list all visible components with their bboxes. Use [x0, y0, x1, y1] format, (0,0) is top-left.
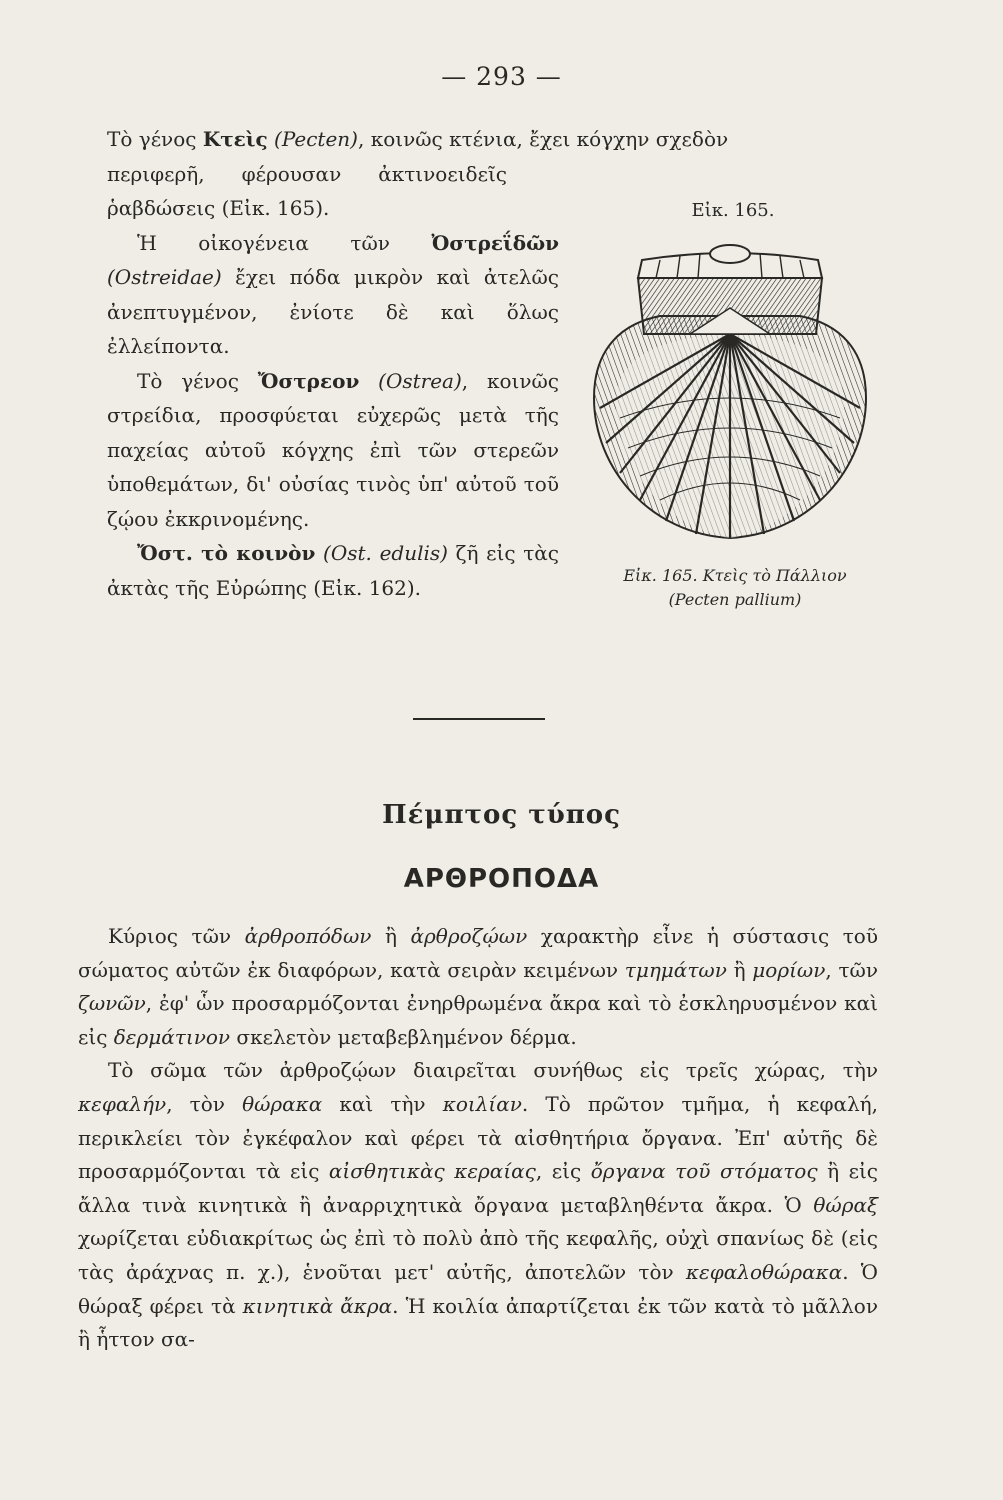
figure-label: Εἰκ. 165.: [691, 200, 775, 221]
p2-t2: , τὸν: [166, 1091, 243, 1116]
edulis-name: Ὄστ. τὸ κοινὸν: [137, 541, 316, 565]
p1-t6: , ἐφ' ὧν προσαρμόζονται ἐνηρθρωμένα ἄκρα καὶ τὸ ἐσκληρυσμένον καὶ εἰς: [78, 991, 878, 1049]
p1-i1: ἀρθροπόδων: [244, 924, 372, 948]
p2-t9: . Ἡ κοιλία ἀπαρτίζεται ἐκ τῶν κατὰ τὸ μᾶλλον ἢ ἧττον σα-: [78, 1293, 878, 1352]
section-title: Πέμπτος τύπος: [382, 800, 621, 830]
edulis-post: ζῆ εἰς τὰς ἀκτὰς τῆς Εὐρώπης (Εἰκ. 162).: [107, 541, 560, 600]
p1-t3: χαρακτὴρ εἶνε ἡ σύστασις τοῦ σώματος αὐτῶν ἐκ διαφόρων, κατὰ σειρὰν κειμένων: [78, 924, 879, 982]
p1-t5: , τῶν: [825, 957, 878, 982]
p1-i4: μορίων: [752, 957, 826, 982]
ostrea-post: , κοινῶς στρείδια, προσφύεται εὐχερῶς μετὰ τῆς παχείας αὐτοῦ κόγχης ἐπὶ τῶν στερεῶν ὑποθεμάτων, δι' οὐσίας τινὸς ὑπ' αὐτοῦ τοῦ ζῴου ἐκκρινομένης.: [107, 368, 560, 531]
p2-i3: κοιλίαν: [442, 1091, 522, 1116]
p1-t4: ἢ: [726, 957, 753, 982]
ostrea-latin: (Ostrea): [359, 368, 462, 393]
p2-i8: κινητικὰ ἄκρα: [242, 1293, 393, 1318]
ostrea-name: Ὄστρεον: [257, 368, 360, 393]
body-text: [78, 920, 878, 1357]
pecten-genus-name: Κτεὶς: [202, 127, 268, 151]
intro-text: Τὸ γένος: [107, 127, 203, 151]
ostrea-pre: Τὸ γένος: [137, 368, 258, 393]
edulis-paragraph: [107, 536, 559, 605]
ostreidae-name: Ὀστρεΐδῶν: [431, 230, 559, 255]
page-number: — 293 —: [441, 62, 562, 91]
p2-i7: κεφαλοθώρακα: [685, 1259, 843, 1284]
intro-text-post: , κοινῶς κτένια, ἔχει κόγχην σχεδὸν: [357, 127, 729, 151]
scallop-shell-icon: [580, 238, 880, 558]
p1-t7: σκελετὸν μεταβεβλημένον δέρμα.: [230, 1024, 577, 1049]
ostreidae-pre: Ἡ οἰκογένεια τῶν: [137, 230, 432, 255]
p2-t6: ἢ εἰς ἄλλα τινὰ κινητικὰ ἢ ἀναρριχητικὰ ὄργανα μεταβληθέντα ἄκρα. Ὁ: [78, 1159, 878, 1217]
p2-i1: κεφαλήν: [78, 1091, 167, 1116]
ostreidae-latin: (Ostreidae): [107, 265, 222, 289]
p2-t5: , εἰς: [535, 1159, 591, 1184]
left-column: [107, 122, 559, 605]
scallop-shell-illustration: [580, 238, 880, 558]
figure-caption: [585, 564, 885, 612]
section-heading: ΑΡΘΡΟΠΟΔΑ: [403, 864, 600, 894]
paragraph-1: [78, 920, 878, 1054]
p1-t1: Κύριος τῶν: [108, 924, 245, 948]
intro-rest: περιφερῆ, φέρουσαν ἀκτινοειδεῖς ῥαβδώσεις (Εἰκ. 165).: [107, 161, 507, 220]
paragraph-2: [78, 1054, 878, 1356]
caption-line-2: (Pecten pallium): [668, 590, 802, 609]
p2-t3: καὶ τὴν: [322, 1091, 443, 1116]
ostreidae-post: ἔχει πόδα μικρὸν καὶ ἀτελῶς ἀνεπτυγμένον, ἐνίοτε δὲ καὶ ὅλως ἐλλείποντα.: [107, 265, 559, 358]
ostrea-paragraph: [107, 364, 559, 537]
pecten-latin-name: (Pecten): [267, 127, 358, 151]
ostreidae-paragraph: [107, 226, 559, 364]
p2-t1: Τὸ σῶμα τῶν ἀρθροζῴων διαιρεῖται συνήθως εἰς τρεῖς χώρας, τὴν: [108, 1058, 878, 1083]
p2-t8: . Ὁ θώραξ φέρει τὰ: [78, 1259, 878, 1318]
p2-i2: θώρακα: [242, 1091, 323, 1116]
p2-i4: αἰσθητικὰς κεραίας: [328, 1159, 536, 1184]
p1-i2: ἀρθροζῴων: [410, 924, 528, 948]
section-divider: [413, 718, 545, 720]
p2-t7: χωρίζεται εὐδιακρίτως ὡς ἐπὶ τὸ πολὺ ἀπὸ τῆς κεφαλῆς, οὐχὶ σπανίως δὲ (εἰς τὰς ἀράχνας π. χ.), ἑνοῦται μετ' αὐτῆς, ἀποτελῶν τὸν: [78, 1226, 878, 1284]
p2-i6: θώραξ: [813, 1192, 878, 1217]
p2-t4: . Τὸ πρῶτον τμῆμα, ἡ κεφαλή, περικλείει τὸν ἐγκέφαλον καὶ φέρει τὰ αἰσθητήρια ὄργανα. Ἐπ' αὐτῆς δὲ προσαρμόζονται τὰ εἰς: [78, 1091, 879, 1184]
p1-i6: δερμάτινον: [113, 1024, 231, 1049]
p1-t2: ἢ: [371, 924, 411, 948]
caption-line-1: Εἰκ. 165. Κτεὶς τὸ Πάλλιον: [623, 566, 847, 585]
p1-i5: ζωνῶν: [78, 991, 146, 1016]
edulis-latin: (Ost. edulis): [315, 541, 448, 565]
p1-i3: τμημάτων: [624, 957, 727, 982]
p2-i5: ὄργανα τοῦ στόματος: [590, 1159, 818, 1184]
